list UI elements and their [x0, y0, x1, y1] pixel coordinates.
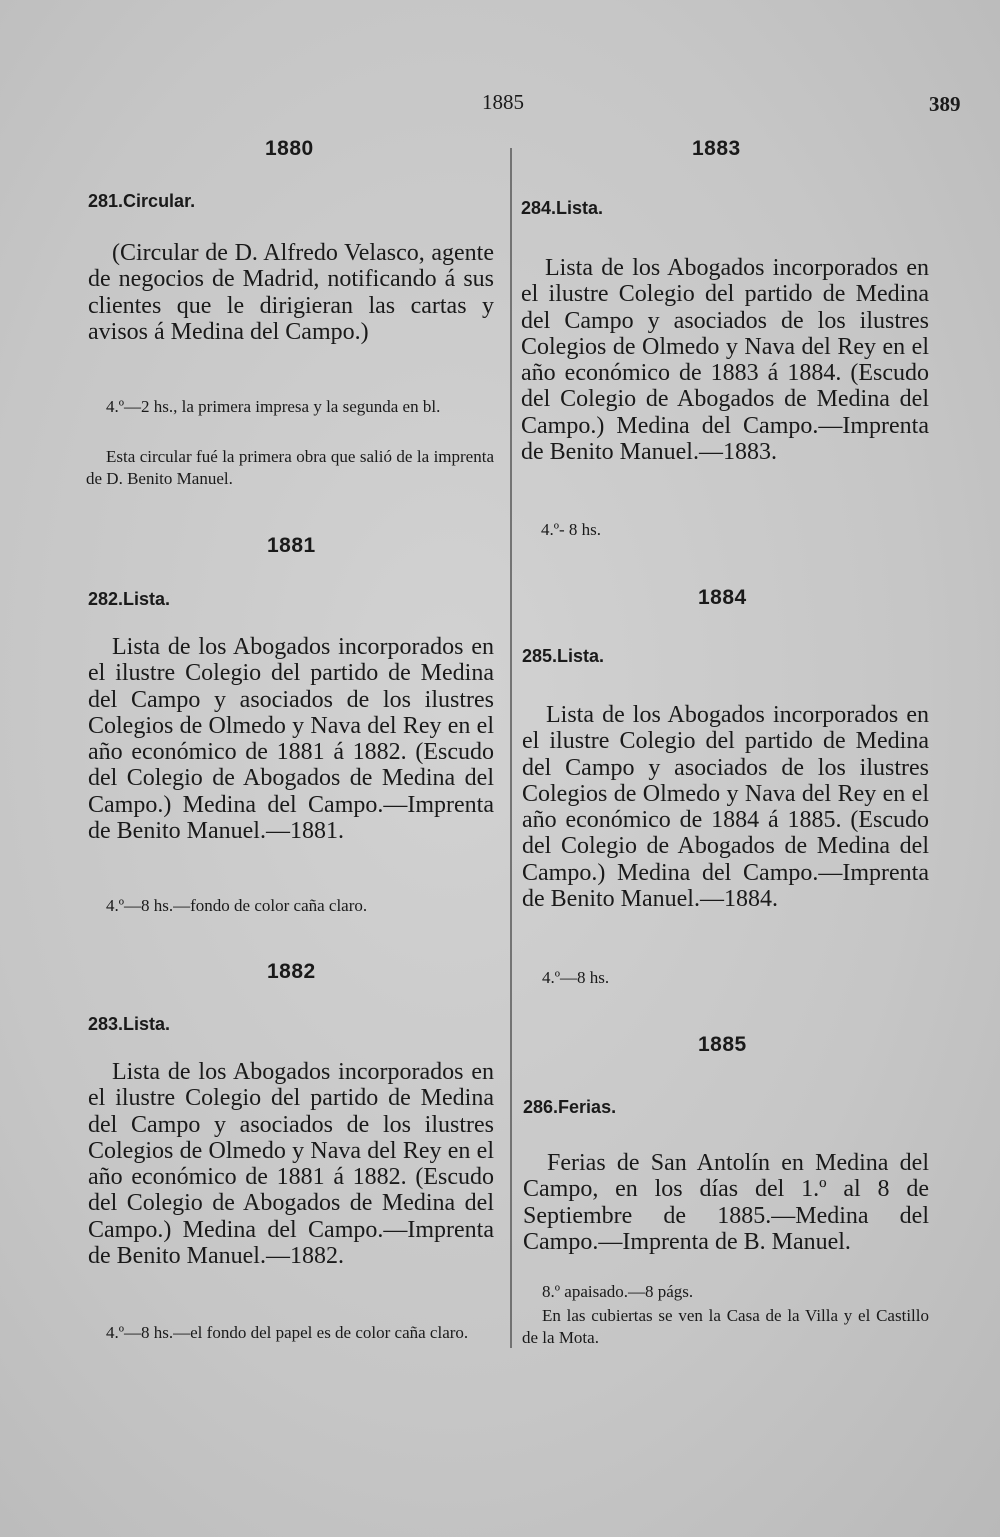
column-divider	[510, 148, 512, 1348]
year-heading-1883: 1883	[692, 137, 741, 160]
entry-type: Lista.	[123, 589, 171, 609]
entry-note-281-2: Esta circular fué la primera obra que salió de la imprenta de D. Benito Manuel.	[86, 447, 494, 488]
entry-title-286: Ferias de San Antolín en Medina del Campo, en los días del 1.º al 8 de Septiembre de 1885.—Medina del Campo.—Imprenta de B. Manuel.	[523, 1150, 929, 1255]
entry-note-286-1: 8.º apaisado.—8 págs.	[542, 1282, 694, 1301]
page-number: 389	[929, 92, 961, 116]
entry-type: Lista.	[557, 646, 605, 666]
entry-heading-284	[521, 198, 603, 219]
year-heading-1882: 1882	[267, 960, 316, 983]
entry-title-281: (Circular de D. Alfredo Velasco, agente de negocios de Madrid, notificando á sus clientes que le dirigieran las cartas y avisos á Medina del Campo.)	[88, 240, 494, 345]
entry-note-286-2: En las cubiertas se ven la Casa de la Villa y el Castillo de la Mota.	[522, 1306, 929, 1347]
entry-heading-282	[88, 589, 170, 610]
entry-title-285: Lista de los Abogados incorporados en el ilustre Colegio del partido de Medina del Campo y asociados de los ilustres Colegios de Olmedo y Nava del Rey en el año económico de 1884 á 1885. (Escudo del Colegio de Abogados de Medina del Campo.) Medina del Campo.—Imprenta de Benito Manuel.—1884.	[522, 702, 929, 913]
entry-title-283: Lista de los Abogados incorporados en el ilustre Colegio del partido de Medina del Campo y asociados de los ilustres Colegios de Olmedo y Nava del Rey en el año económico de 1881 á 1882. (Escudo del Colegio de Abogados de Medina del Campo.) Medina del Campo.—Imprenta de Benito Manuel.—1882.	[88, 1059, 494, 1270]
entry-type: Lista.	[123, 1014, 171, 1034]
year-heading-1881: 1881	[267, 534, 316, 557]
entry-type: Ferias.	[558, 1097, 617, 1117]
running-year: 1885	[482, 90, 524, 114]
entry-number: 281.	[88, 191, 124, 211]
entry-type: Lista.	[556, 198, 604, 218]
year-heading-1885: 1885	[698, 1033, 747, 1056]
entry-heading-283	[88, 1014, 170, 1035]
entry-number: 286.	[523, 1097, 559, 1117]
entry-heading-285	[522, 646, 604, 667]
entry-title-282: Lista de los Abogados incorporados en el ilustre Colegio del partido de Medina del Campo y asociados de los ilustres Colegios de Olmedo y Nava del Rey en el año económico de 1881 á 1882. (Escudo del Colegio de Abogados de Medina del Campo.) Medina del Campo.—Imprenta de Benito Manuel.—1881.	[88, 634, 494, 845]
entry-number: 284.	[521, 198, 557, 218]
entry-note-284: 4.º- 8 hs.	[541, 520, 602, 539]
year-heading-1880: 1880	[265, 137, 314, 160]
entry-note-285: 4.º—8 hs.	[542, 968, 610, 987]
entry-number: 283.	[88, 1014, 124, 1034]
entry-number: 282.	[88, 589, 124, 609]
entry-title-284: Lista de los Abogados incorporados en el ilustre Colegio del partido de Medina del Campo y asociados de los ilustres Colegios de Olmedo y Nava del Rey en el año económico de 1883 á 1884. (Escudo del Colegio de Abogados de Medina del Campo.) Medina del Campo.—Imprenta de Benito Manuel.—1883.	[521, 255, 929, 466]
entry-note-283: 4.º—8 hs.—el fondo del papel es de color caña claro.	[106, 1323, 469, 1342]
entry-note-282: 4.º—8 hs.—fondo de color caña claro.	[106, 896, 368, 915]
entry-type: Circular.	[123, 191, 196, 211]
year-heading-1884: 1884	[698, 586, 747, 609]
entry-heading-281	[88, 191, 195, 212]
entry-number: 285.	[522, 646, 558, 666]
entry-heading-286	[523, 1097, 616, 1118]
entry-note-281-1: 4.º—2 hs., la primera impresa y la segunda en bl.	[106, 397, 441, 416]
